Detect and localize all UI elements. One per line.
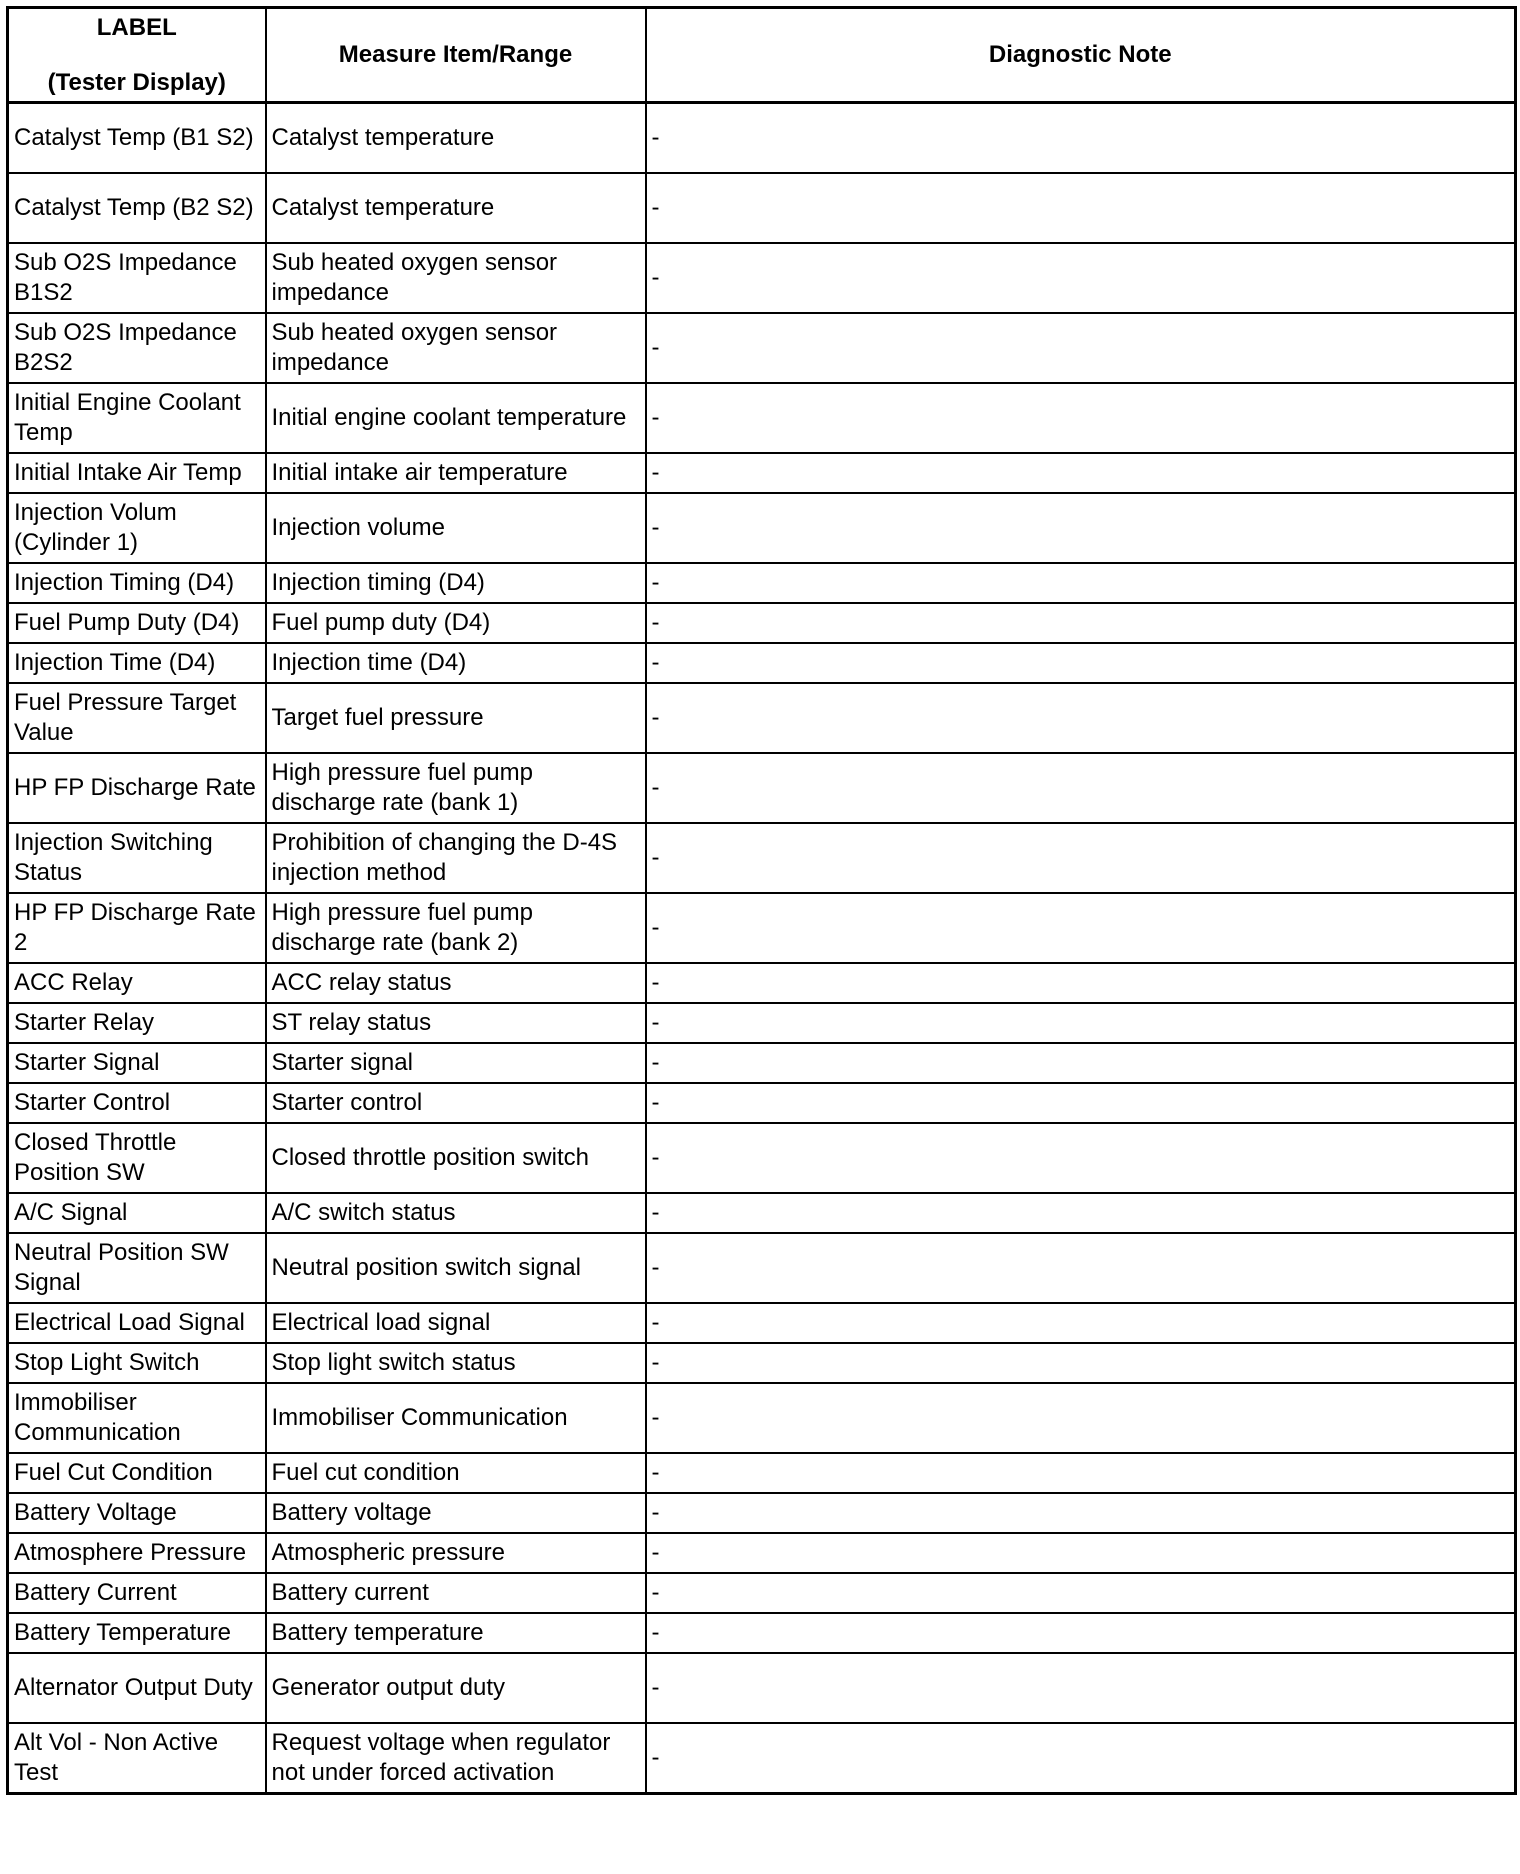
table-row [8,1653,1516,1723]
measure-cell: Generator output duty [266,1653,646,1723]
label-cell: A/C Signal [8,1193,266,1233]
note-cell: - [646,173,1516,243]
table-row [8,1233,1516,1303]
label-cell: Battery Current [8,1573,266,1613]
label-cell: Starter Control [8,1083,266,1123]
note-cell: - [646,1653,1516,1723]
measure-cell: Stop light switch status [266,1343,646,1383]
label-cell: HP FP Discharge Rate 2 [8,893,266,963]
table-row [8,1573,1516,1613]
diagnostic-data-sheet [6,6,1517,1795]
note-cell: - [646,823,1516,893]
table-row [8,753,1516,823]
note-cell: - [646,453,1516,493]
table-row [8,383,1516,453]
label-header-line2: (Tester Display) [47,68,226,96]
note-cell: - [646,1533,1516,1573]
measure-cell: Injection volume [266,493,646,563]
table-row [8,1193,1516,1233]
table-row [8,1043,1516,1083]
label-cell: Neutral Position SW Signal [8,1233,266,1303]
measure-cell: Closed throttle position switch [266,1123,646,1193]
label-cell: Injection Timing (D4) [8,563,266,603]
measure-cell: Catalyst temperature [266,173,646,243]
label-cell: Starter Relay [8,1003,266,1043]
measure-cell: A/C switch status [266,1193,646,1233]
measure-cell: Injection timing (D4) [266,563,646,603]
column-header-note: Diagnostic Note [646,8,1516,103]
label-cell: Battery Temperature [8,1613,266,1653]
note-cell: - [646,1043,1516,1083]
measure-cell: Neutral position switch signal [266,1233,646,1303]
note-cell: - [646,1003,1516,1043]
table-row [8,963,1516,1003]
table-row [8,823,1516,893]
label-cell: Catalyst Temp (B2 S2) [8,173,266,243]
data-list-table [6,6,1517,1795]
note-cell: - [646,313,1516,383]
note-cell: - [646,1123,1516,1193]
note-cell: - [646,1453,1516,1493]
table-row [8,1533,1516,1573]
table-row [8,313,1516,383]
table-row [8,1303,1516,1343]
measure-cell: Starter control [266,1083,646,1123]
note-cell: - [646,893,1516,963]
note-cell: - [646,683,1516,753]
note-cell: - [646,493,1516,563]
note-cell: - [646,1383,1516,1453]
label-cell: Sub O2S Impedance B2S2 [8,313,266,383]
table-row [8,1613,1516,1653]
note-cell: - [646,383,1516,453]
note-cell: - [646,1493,1516,1533]
note-cell: - [646,1573,1516,1613]
label-cell: Injection Switching Status [8,823,266,893]
label-cell: Catalyst Temp (B1 S2) [8,103,266,174]
table-row [8,103,1516,174]
column-header-label [8,8,266,103]
measure-cell: Sub heated oxygen sensor impedance [266,313,646,383]
label-cell: Sub O2S Impedance B1S2 [8,243,266,313]
measure-cell: Initial intake air temperature [266,453,646,493]
measure-cell: Initial engine coolant temperature [266,383,646,453]
note-cell: - [646,563,1516,603]
table-row [8,1083,1516,1123]
table-row [8,1493,1516,1533]
measure-cell: Battery temperature [266,1613,646,1653]
label-cell: Immobiliser Communication [8,1383,266,1453]
column-header-measure: Measure Item/Range [266,8,646,103]
label-cell: Stop Light Switch [8,1343,266,1383]
table-row [8,563,1516,603]
note-cell: - [646,1613,1516,1653]
note-cell: - [646,753,1516,823]
note-cell: - [646,643,1516,683]
label-cell: Initial Engine Coolant Temp [8,383,266,453]
measure-cell: Request voltage when regulator not under forced activation [266,1723,646,1794]
table-row [8,493,1516,563]
table-row [8,243,1516,313]
measure-cell: High pressure fuel pump discharge rate (bank 1) [266,753,646,823]
table-row [8,1123,1516,1193]
table-row [8,173,1516,243]
measure-cell: Starter signal [266,1043,646,1083]
measure-cell: ST relay status [266,1003,646,1043]
table-body [8,103,1516,1794]
table-row [8,603,1516,643]
table-row [8,683,1516,753]
label-header-line1: LABEL [96,13,177,41]
measure-cell: Prohibition of changing the D-4S injection method [266,823,646,893]
label-cell: Atmosphere Pressure [8,1533,266,1573]
label-cell: Electrical Load Signal [8,1303,266,1343]
table-row [8,453,1516,493]
note-cell: - [646,1343,1516,1383]
measure-cell: Immobiliser Communication [266,1383,646,1453]
table-row [8,1723,1516,1794]
note-cell: - [646,963,1516,1003]
label-cell: Alt Vol - Non Active Test [8,1723,266,1794]
table-header-row [8,8,1516,103]
label-cell: Battery Voltage [8,1493,266,1533]
note-cell: - [646,1083,1516,1123]
note-cell: - [646,243,1516,313]
note-cell: - [646,1723,1516,1794]
label-cell: ACC Relay [8,963,266,1003]
measure-cell: High pressure fuel pump discharge rate (bank 2) [266,893,646,963]
label-cell: Fuel Pressure Target Value [8,683,266,753]
label-cell: Closed Throttle Position SW [8,1123,266,1193]
measure-cell: Fuel pump duty (D4) [266,603,646,643]
measure-cell: Sub heated oxygen sensor impedance [266,243,646,313]
label-cell: Fuel Cut Condition [8,1453,266,1493]
note-cell: - [646,1193,1516,1233]
table-row [8,1453,1516,1493]
table-row [8,893,1516,963]
table-row [8,1343,1516,1383]
measure-cell: Injection time (D4) [266,643,646,683]
measure-cell: Atmospheric pressure [266,1533,646,1573]
measure-cell: ACC relay status [266,963,646,1003]
label-cell: Starter Signal [8,1043,266,1083]
measure-cell: Electrical load signal [266,1303,646,1343]
note-cell: - [646,603,1516,643]
label-cell: Initial Intake Air Temp [8,453,266,493]
label-cell: HP FP Discharge Rate [8,753,266,823]
measure-cell: Target fuel pressure [266,683,646,753]
label-cell: Fuel Pump Duty (D4) [8,603,266,643]
label-cell: Injection Volum (Cylinder 1) [8,493,266,563]
label-cell: Injection Time (D4) [8,643,266,683]
measure-cell: Fuel cut condition [266,1453,646,1493]
note-cell: - [646,1303,1516,1343]
table-row [8,1383,1516,1453]
measure-cell: Battery current [266,1573,646,1613]
table-row [8,1003,1516,1043]
measure-cell: Catalyst temperature [266,103,646,174]
measure-cell: Battery voltage [266,1493,646,1533]
note-cell: - [646,1233,1516,1303]
note-cell: - [646,103,1516,174]
table-row [8,643,1516,683]
label-cell: Alternator Output Duty [8,1653,266,1723]
